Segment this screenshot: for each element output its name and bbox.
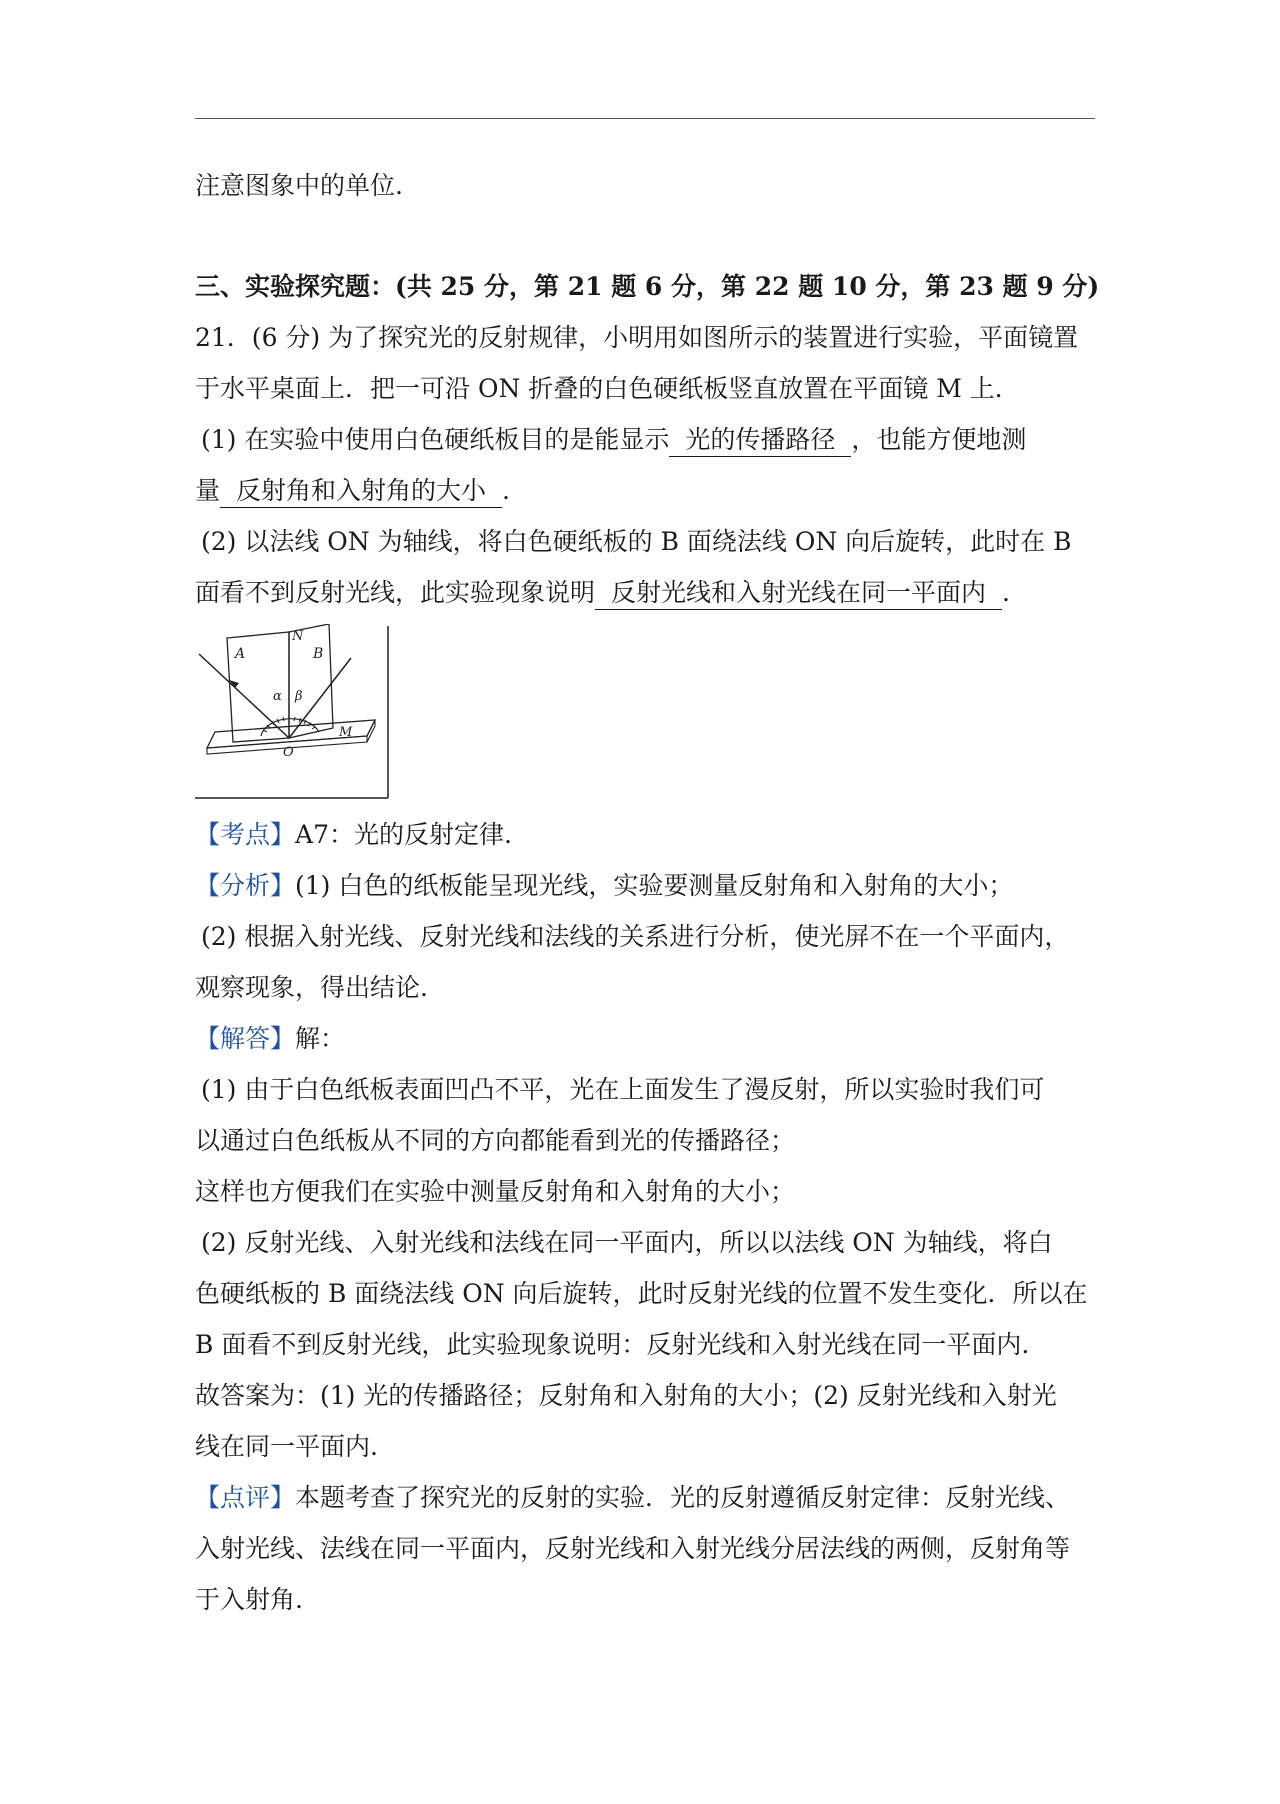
fenxi-tag: 【分析】: [195, 871, 296, 900]
question-part-1-line-2: [195, 465, 1095, 516]
spacer: [195, 211, 1095, 261]
answer-blank-angles: 反射角和入射角的大小: [220, 475, 502, 508]
fenxi-line-3: 观察现象，得出结论.: [195, 973, 428, 1002]
dianping-line-3: 于入射角.: [195, 1585, 303, 1614]
answer-blank-plane: 反射光线和入射光线在同一平面内: [595, 577, 1002, 610]
jieda-line-1: (1) 由于白色纸板表面凹凸不平，光在上面发生了漫反射，所以实验时我们可: [201, 1075, 1045, 1104]
question-part-2-line-2: [195, 567, 1095, 618]
label-m: M: [339, 725, 353, 740]
jieda-line-6: B 面看不到反射光线，此实验现象说明：反射光线和入射光线在同一平面内.: [195, 1330, 1030, 1359]
dianping-text-1: 本题考查了探究光的反射的实验．光的反射遵循反射定律：反射光线、: [295, 1483, 1071, 1512]
question-part-2-line-1: (2) 以法线 ON 为轴线，将白色硬纸板的 B 面绕法线 ON 向后旋转，此时在 B: [201, 527, 1072, 556]
jieda-line-8: 线在同一平面内.: [195, 1432, 378, 1461]
label-beta: β: [295, 689, 303, 704]
part2-end: .: [1002, 578, 1010, 607]
reflection-diagram: [195, 624, 390, 799]
question-stem-line-1: 21．(6 分) 为了探究光的反射规律，小明用如图所示的装置进行实验，平面镜置: [195, 323, 1079, 352]
part2-prefix: 面看不到反射光线，此实验现象说明: [195, 578, 596, 607]
document-body: [195, 160, 1100, 1625]
jieda-line-0: [195, 1013, 1095, 1064]
part1-prefix-2: 量: [195, 476, 221, 505]
section-heading: 三、实验探究题：(共 25 分，第 21 题 6 分，第 22 题 10 分，第 23 题 9 分): [195, 272, 1100, 301]
reflection-experiment-figure: [195, 624, 390, 799]
answer-blank-path: 光的传播路径: [669, 424, 851, 457]
jieda-text: 解：: [295, 1024, 346, 1053]
part1-mid: ，也能方便地测: [851, 425, 1027, 454]
fenxi-line-2: (2) 根据入射光线、反射光线和法线的关系进行分析，使光屏不在一个平面内，: [201, 922, 1070, 951]
dianping-line-2: 入射光线、法线在同一平面内，反射光线和入射光线分居法线的两侧，反射角等: [195, 1534, 1071, 1563]
jieda-tag: 【解答】: [195, 1024, 296, 1053]
part1-end: .: [502, 476, 510, 505]
label-n: N: [292, 629, 304, 644]
jieda-line-7: 故答案为：(1) 光的传播路径；反射角和入射角的大小；(2) 反射光线和入射光: [195, 1381, 1057, 1410]
previous-note: 注意图象中的单位.: [195, 171, 403, 200]
label-a: A: [235, 646, 246, 662]
question-stem-line-2: 于水平桌面上．把一可沿 ON 折叠的白色硬纸板竖直放置在平面镜 M 上．: [195, 374, 1020, 403]
kaodian-text: A7：光的反射定律.: [295, 820, 512, 849]
kaodian-tag: 【考点】: [195, 820, 296, 849]
jieda-line-4: (2) 反射光线、入射光线和法线在同一平面内，所以以法线 ON 为轴线，将白: [201, 1228, 1053, 1257]
label-alpha: α: [273, 689, 282, 704]
top-divider: [195, 118, 1095, 119]
jieda-line-2: 以通过白色纸板从不同的方向都能看到光的传播路径；: [195, 1126, 796, 1155]
kaodian-line: [195, 809, 1095, 860]
dianping-line-1: [195, 1472, 1095, 1523]
part1-prefix: (1) 在实验中使用白色硬纸板目的是能显示: [201, 425, 670, 454]
question-part-1-line-1: [195, 414, 1095, 465]
label-b: B: [313, 646, 324, 662]
jieda-line-5: 色硬纸板的 B 面绕法线 ON 向后旋转，此时反射光线的位置不发生变化．所以在: [195, 1279, 1088, 1308]
jieda-line-3: 这样也方便我们在实验中测量反射角和入射角的大小；: [195, 1177, 796, 1206]
fenxi-text-1: (1) 白色的纸板能呈现光线，实验要测量反射角和入射角的大小；: [295, 871, 1014, 900]
dianping-tag: 【点评】: [195, 1483, 296, 1512]
fenxi-line-1: [195, 860, 1095, 911]
label-o: O: [283, 745, 294, 760]
